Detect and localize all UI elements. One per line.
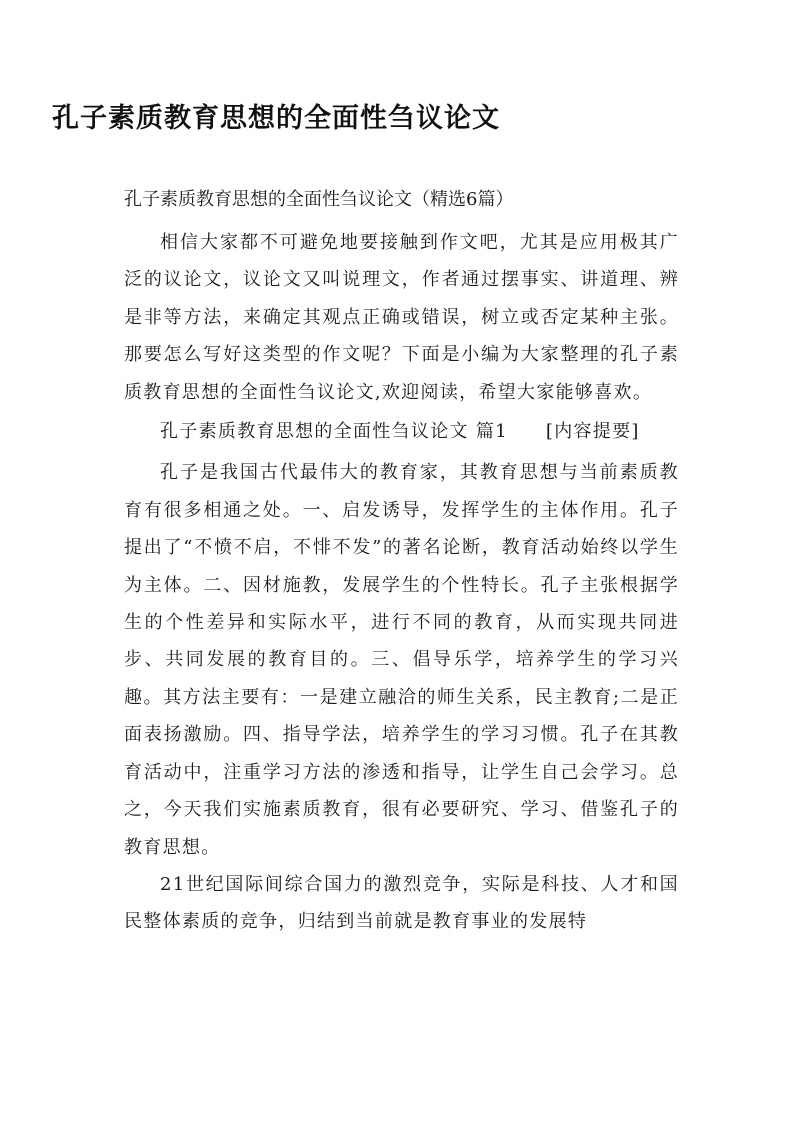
section-heading-text: 孔子素质教育思想的全面性刍议论文 篇1 xyxy=(160,421,508,443)
body-paragraph-2: 21世纪国际间综合国力的激烈竞争，实际是科技、人才和国民整体素质的竞争，归结到当前就是教育事业的发展特 xyxy=(124,873,679,933)
document-title: 孔子素质教育思想的全面性刍议论文 xyxy=(52,103,500,134)
document-body xyxy=(124,224,679,941)
intro-paragraph: 相信大家都不可避免地要接触到作文吧，尤其是应用极其广泛的议论文，议论文又叫说理文，作者通过摆事实、讲道理、辨是非等方法，来确定其观点正确或错误，树立或否定某种主张。那要怎么写好这类型的作文呢？下面是小编为大家整理的孔子素质教育思想的全面性刍议论文,欢迎阅读，希望大家能够喜欢。 xyxy=(124,232,679,403)
document-subtitle: 孔子素质教育思想的全面性刍议论文（精选6篇） xyxy=(124,189,514,210)
section-tag: [内容提要] xyxy=(545,421,640,443)
body-paragraph-1: 孔子是我国古代最伟大的教育家，其教育思想与当前素质教育有很多相通之处。一、启发诱导，发挥学生的主体作用。孔子提出了“不愤不启，不悱不发”的著名论断，教育活动始终以学生为主体。二、因材施教，发展学生的个性特长。孔子主张根据学生的个性差异和实际水平，进行不同的教育，从而实现共同进步、共同发展的教育目的。三、倡导乐学，培养学生的学习兴趣。其方法主要有：一是建立融洽的师生关系，民主教育;二是正面表扬激励。四、指导学法，培养学生的学习习惯。孔子在其教育活动中，注重学习方法的渗透和指导，让学生自己会学习。总之，今天我们实施素质教育，很有必要研究、学习、借鉴孔子的教育思想。 xyxy=(124,462,679,858)
section-heading xyxy=(124,413,679,450)
